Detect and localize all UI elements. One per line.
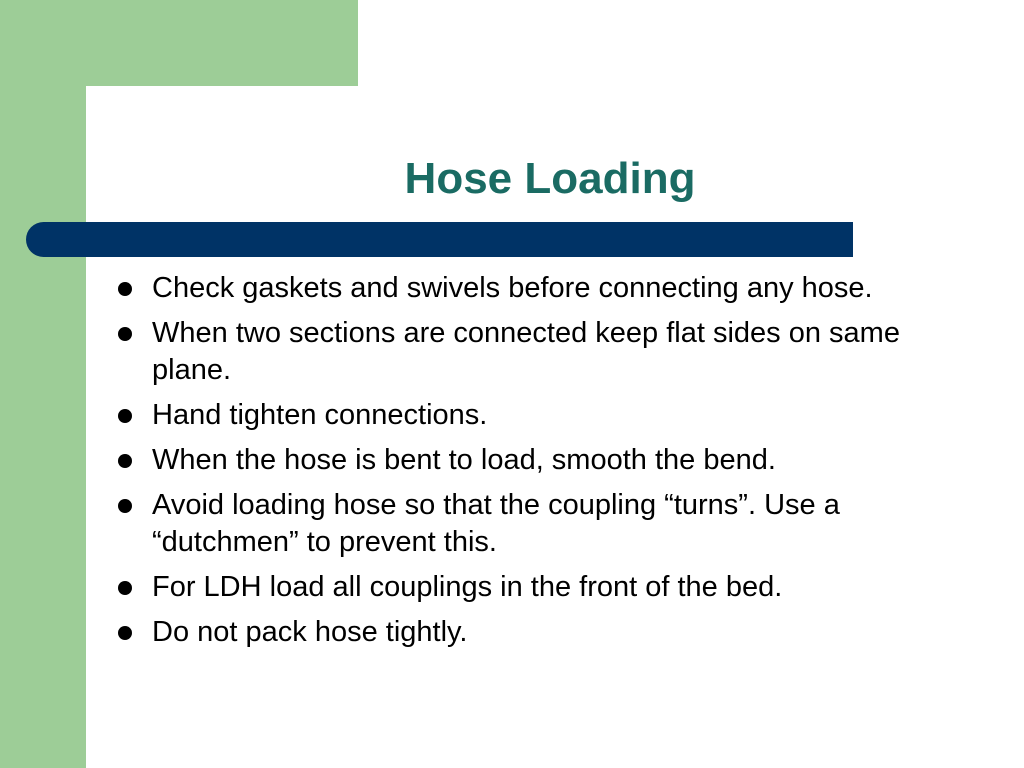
bullet-text: Do not pack hose tightly. <box>152 616 468 648</box>
bullet-dot-icon <box>118 282 132 296</box>
bullet-item <box>114 569 974 606</box>
bullet-text: When the hose is bent to load, smooth the bend. <box>152 444 776 476</box>
green-top-band <box>0 0 358 86</box>
green-sidebar-band <box>0 0 86 768</box>
bullet-dot-icon <box>118 499 132 513</box>
bullet-item <box>114 442 974 479</box>
bullet-dot-icon <box>118 409 132 423</box>
bullet-text: Check gaskets and swivels before connecting any hose. <box>152 272 873 304</box>
bullet-text: Hand tighten connections. <box>152 399 488 431</box>
slide-title: Hose Loading <box>404 154 696 203</box>
bullet-item <box>114 397 974 434</box>
bullet-list <box>114 270 974 659</box>
bullet-item <box>114 270 974 307</box>
bullet-dot-icon <box>118 327 132 341</box>
title-underline-bar <box>26 222 853 257</box>
bullet-item <box>114 487 974 561</box>
bullet-dot-icon <box>118 626 132 640</box>
bullet-dot-icon <box>118 454 132 468</box>
bullet-dot-icon <box>118 581 132 595</box>
bullet-text: When two sections are connected keep flat sides on same plane. <box>152 317 900 386</box>
bullet-text: Avoid loading hose so that the coupling “turns”. Use a “dutchmen” to prevent this. <box>152 489 840 558</box>
bullet-item <box>114 315 974 389</box>
bullet-item <box>114 614 974 651</box>
bullet-text: For LDH load all couplings in the front of the bed. <box>152 571 783 603</box>
